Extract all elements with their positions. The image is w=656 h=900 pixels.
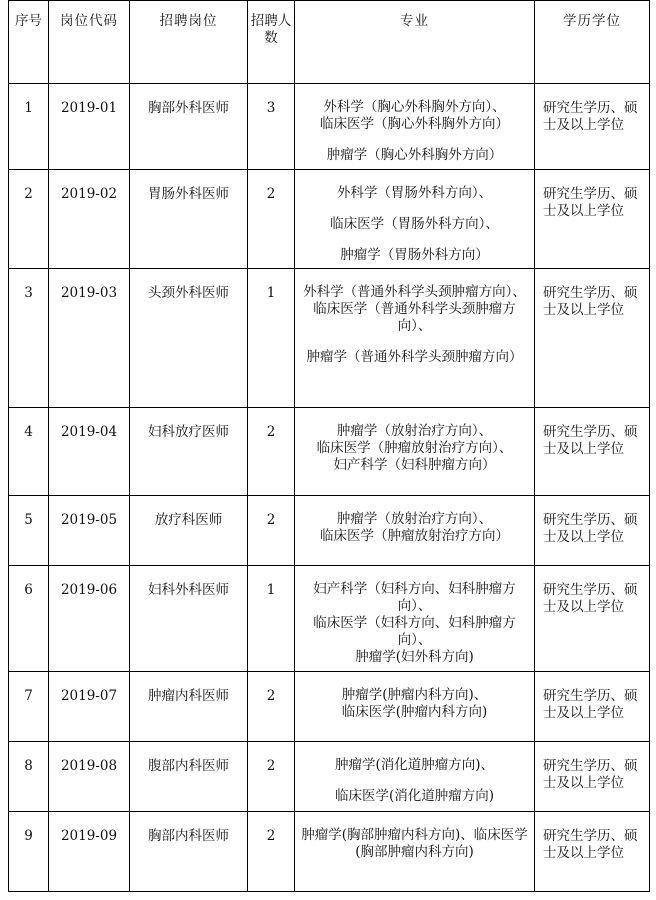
header-code: 岗位代码: [49, 1, 130, 84]
cell-count: 2: [248, 812, 295, 892]
cell-degree: 研究生学历、硕士及以上学位: [535, 408, 650, 496]
major-line: 外科学（胸心外科胸外方向）、: [323, 99, 506, 115]
cell-code: 2019-07: [49, 672, 130, 742]
table-row: [9, 742, 650, 812]
major-line: 临床医学（肿瘤放射治疗方向）、: [316, 440, 513, 456]
header-major: 专业: [295, 1, 535, 84]
table-row: [9, 84, 650, 170]
cell-major: [295, 672, 535, 742]
cell-degree: 研究生学历、硕士及以上学位: [535, 170, 650, 269]
cell-major: [295, 84, 535, 170]
major-line: 妇产科学（妇科肿瘤方向）: [333, 457, 496, 473]
cell-count: 1: [248, 566, 295, 672]
cell-position: 胸部内科医师: [130, 812, 248, 892]
cell-degree: 研究生学历、硕士及以上学位: [535, 812, 650, 892]
table-row: [9, 566, 650, 672]
cell-index: 1: [9, 84, 49, 170]
cell-code: 2019-04: [49, 408, 130, 496]
cell-code: 2019-02: [49, 170, 130, 269]
table-row: [9, 812, 650, 892]
cell-count: 1: [248, 269, 295, 408]
cell-count: 2: [248, 496, 295, 566]
cell-major: [295, 170, 535, 269]
major-line: 肿瘤学（普通外科学头颈肿瘤方向）: [306, 349, 523, 365]
header-row: [9, 1, 650, 84]
cell-degree: 研究生学历、硕士及以上学位: [535, 496, 650, 566]
cell-position: 妇科放疗医师: [130, 408, 248, 496]
table-row: [9, 408, 650, 496]
table-row: [9, 170, 650, 269]
cell-code: 2019-05: [49, 496, 130, 566]
cell-degree: 研究生学历、硕士及以上学位: [535, 672, 650, 742]
cell-code: 2019-08: [49, 742, 130, 812]
major-line: 肿瘤学(胸部肿瘤内科方向)、临床医学(胸部肿瘤内科方向): [301, 827, 528, 860]
major-line: 临床医学（普通外科学头颈肿瘤方向）、: [313, 301, 516, 334]
cell-code: 2019-01: [49, 84, 130, 170]
header-degree: 学历学位: [535, 1, 650, 84]
cell-count: 2: [248, 408, 295, 496]
major-line: 临床医学（胸心外科胸外方向）: [320, 116, 509, 132]
major-line: 临床医学（胃肠外科方向）、: [330, 216, 499, 232]
cell-index: 9: [9, 812, 49, 892]
major-line: 妇产科学（妇科方向、妇科肿瘤方向）、: [313, 581, 516, 614]
cell-index: 6: [9, 566, 49, 672]
cell-major: [295, 742, 535, 812]
table-row: [9, 496, 650, 566]
major-line: 肿瘤学(妇外科方向): [355, 649, 474, 665]
cell-major: [295, 269, 535, 408]
header-position: 招聘岗位: [130, 1, 248, 84]
cell-degree: 研究生学历、硕士及以上学位: [535, 269, 650, 408]
table-body: [9, 84, 650, 892]
cell-code: 2019-09: [49, 812, 130, 892]
cell-code: 2019-06: [49, 566, 130, 672]
major-line: 临床医学（肿瘤放射治疗方向）: [320, 528, 509, 544]
cell-index: 2: [9, 170, 49, 269]
major-line: 临床医学(肿瘤内科方向): [341, 704, 488, 720]
header-index: 序号: [9, 1, 49, 84]
major-line: 肿瘤学(肿瘤内科方向)、: [341, 687, 488, 703]
cell-position: 胸部外科医师: [130, 84, 248, 170]
cell-position: 放疗科医师: [130, 496, 248, 566]
cell-major: [295, 496, 535, 566]
cell-position: 腹部内科医师: [130, 742, 248, 812]
cell-position: 头颈外科医师: [130, 269, 248, 408]
cell-count: 2: [248, 742, 295, 812]
cell-count: 2: [248, 672, 295, 742]
cell-index: 7: [9, 672, 49, 742]
major-line: 肿瘤学(消化道肿瘤方向)、: [334, 757, 495, 773]
table-row: [9, 269, 650, 408]
major-line: 肿瘤学（胸心外科胸外方向）: [326, 147, 503, 163]
cell-major: [295, 812, 535, 892]
cell-degree: 研究生学历、硕士及以上学位: [535, 566, 650, 672]
major-line: 临床医学(消化道肿瘤方向): [334, 788, 495, 804]
table-row: [9, 672, 650, 742]
cell-position: 肿瘤内科医师: [130, 672, 248, 742]
cell-degree: 研究生学历、硕士及以上学位: [535, 84, 650, 170]
cell-index: 4: [9, 408, 49, 496]
cell-position: 胃肠外科医师: [130, 170, 248, 269]
cell-count: 2: [248, 170, 295, 269]
major-line: 肿瘤学（放射治疗方向）、: [336, 423, 493, 439]
header-count: 招聘人数: [248, 1, 295, 84]
cell-position: 妇科外科医师: [130, 566, 248, 672]
cell-major: [295, 408, 535, 496]
major-line: 肿瘤学（胃肠外科方向）: [340, 247, 489, 263]
cell-degree: 研究生学历、硕士及以上学位: [535, 742, 650, 812]
cell-code: 2019-03: [49, 269, 130, 408]
major-line: 外科学（普通外科学头颈肿瘤方向）、: [303, 284, 526, 300]
major-line: 临床医学（妇科方向、妇科肿瘤方向）、: [313, 615, 516, 648]
major-line: 肿瘤学（放射治疗方向）、: [336, 511, 493, 527]
cell-index: 5: [9, 496, 49, 566]
cell-index: 3: [9, 269, 49, 408]
cell-index: 8: [9, 742, 49, 812]
cell-major: [295, 566, 535, 672]
cell-count: 3: [248, 84, 295, 170]
recruitment-table: [8, 0, 650, 892]
major-line: 外科学（胃肠外科方向）、: [336, 185, 493, 201]
